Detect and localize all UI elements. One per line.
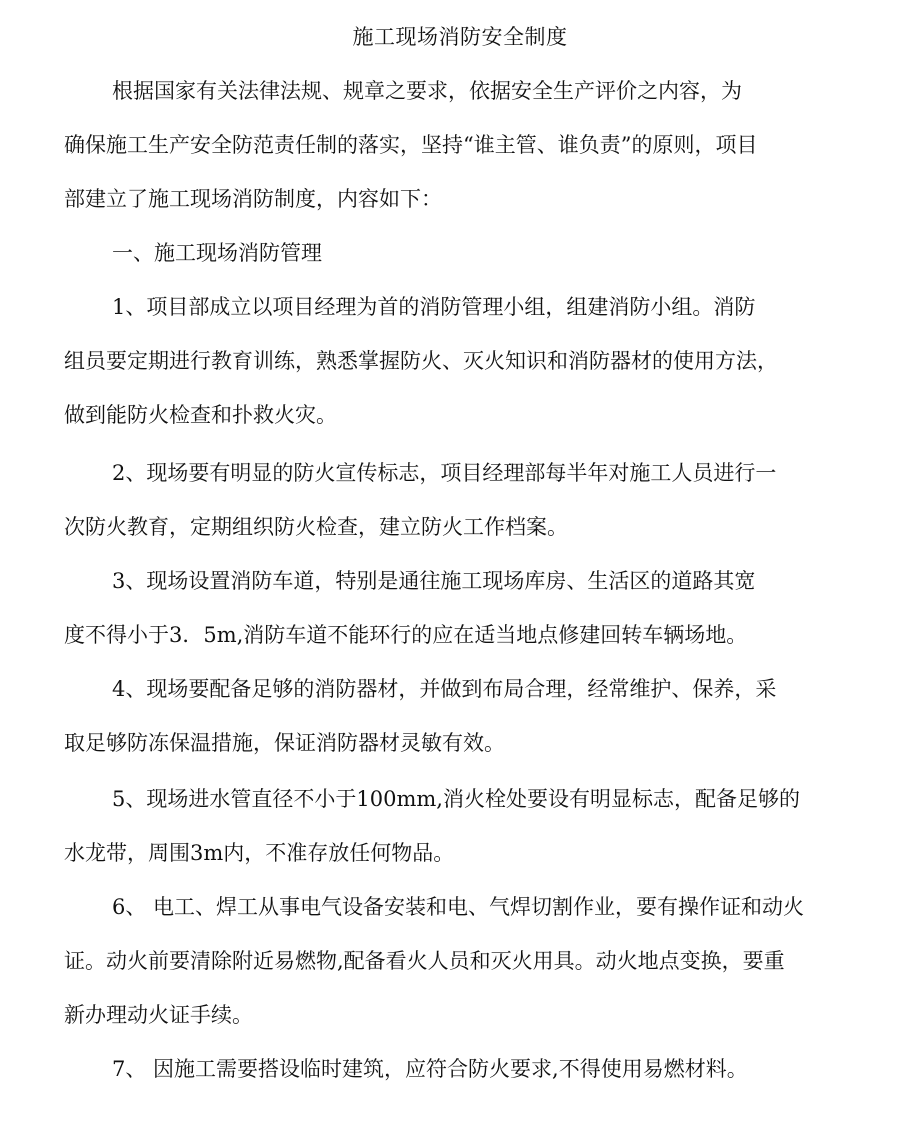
item-1-line-3: 做到能防火检查和扑救火灾。: [64, 403, 337, 427]
item-4-line-1: 4、现场要配备足够的消防器材，并做到布局合理，经常维护、保养，采: [112, 677, 777, 701]
document-title: 施工现场消防安全制度: [352, 25, 568, 49]
item-4-line-2: 取足够防冻保温措施，保证消防器材灵敏有效。: [64, 731, 505, 755]
intro-line-1: 根据国家有关法律法规、规章之要求，依据安全生产评价之内容，为: [112, 79, 742, 103]
intro-line-2: 确保施工生产安全防范责任制的落实，坚持“谁主管、谁负责”的原则，项目: [64, 133, 758, 157]
item-3-line-1: 3、现场设置消防车道，特别是通往施工现场库房、生活区的道路其宽: [112, 569, 756, 593]
item-2-line-1: 2、现场要有明显的防火宣传标志，项目经理部每半年对施工人员进行一: [112, 461, 777, 485]
section-heading: 一、施工现场消防管理: [112, 241, 322, 265]
item-6-line-3: 新办理动火证手续。: [64, 1003, 253, 1027]
item-3-line-2: 度不得小于3．5m,消防车道不能环行的应在适当地点修建回转车辆场地。: [64, 623, 748, 647]
item-2-line-2: 次防火教育，定期组织防火检查，建立防火工作档案。: [64, 515, 568, 539]
intro-line-3: 部建立了施工现场消防制度，内容如下：: [64, 187, 442, 211]
item-7-line-1: 7、 因施工需要搭设临时建筑，应符合防火要求,不得使用易燃材料。: [112, 1057, 748, 1081]
item-6-line-2: 证。动火前要清除附近易燃物,配备看火人员和灭火用具。动火地点变换，要重: [64, 949, 785, 973]
item-1-line-1: 1、项目部成立以项目经理为首的消防管理小组，组建消防小组。消防: [112, 295, 756, 319]
item-6-line-1: 6、 电工、焊工从事电气设备安装和电、气焊切割作业，要有操作证和动火: [112, 895, 805, 919]
item-5-line-2: 水龙带，周围3m内，不准存放任何物品。: [64, 841, 455, 865]
item-5-line-1: 5、现场进水管直径不小于100mm,消火栓处要设有明显标志，配备足够的: [112, 787, 800, 811]
item-1-line-2: 组员要定期进行教育训练，熟悉掌握防火、灭火知识和消防器材的使用方法，: [64, 349, 778, 373]
